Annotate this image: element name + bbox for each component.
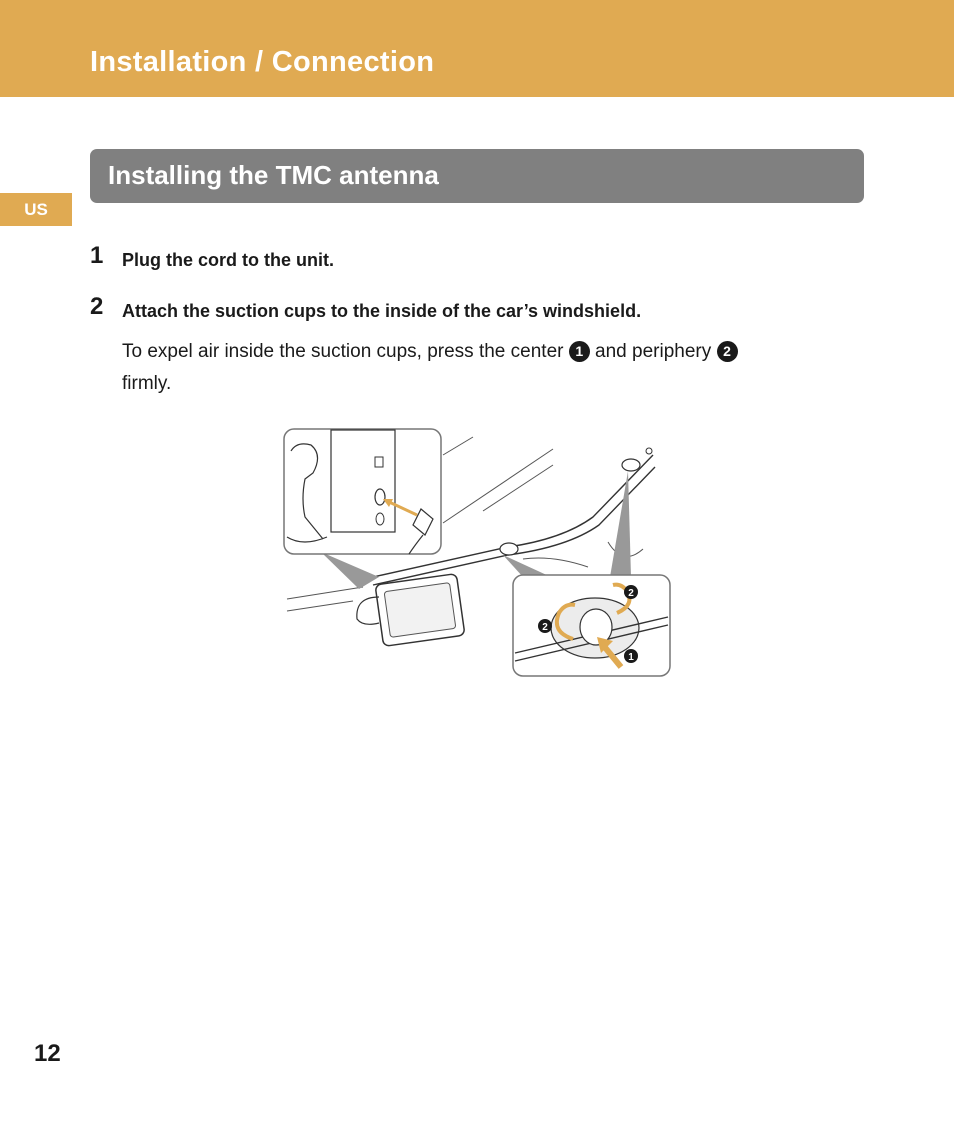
callout-wedge: [321, 552, 379, 589]
instruction-text: To expel air inside the suction cups, press the center: [122, 341, 564, 362]
section-heading-bar: [90, 149, 864, 203]
windshield-line: [443, 437, 473, 455]
dashboard-curve: [523, 558, 588, 567]
figure-marker-2: 2: [542, 622, 548, 633]
center-marker: 1: [569, 341, 590, 362]
figure-marker-1: 1: [628, 652, 634, 663]
suction-cup-detail-callout: [513, 575, 670, 676]
header-band: [0, 0, 954, 97]
suction-cup-icon: [500, 543, 518, 555]
dashboard-line: [287, 601, 353, 611]
instruction-paragraph: [122, 336, 822, 400]
section-title: Installing the TMC antenna: [108, 160, 439, 190]
windshield-line: [443, 449, 553, 523]
callout-wedge: [610, 471, 631, 577]
step-text: Attach the suction cups to the inside of the car’s windshield.: [122, 301, 642, 321]
figure-marker-2: 2: [628, 588, 634, 599]
periphery-marker: 2: [717, 341, 738, 362]
page-number: 12: [34, 1040, 61, 1067]
step-number: 1: [90, 242, 104, 269]
connector-detail-callout: [284, 429, 441, 554]
step-number: 2: [90, 293, 104, 320]
suction-cup-icon: [622, 459, 640, 471]
antenna-installation-illustration: [283, 427, 673, 679]
windshield-line: [483, 465, 553, 511]
step-text: Plug the cord to the unit.: [122, 250, 334, 270]
dashboard-line: [287, 587, 363, 599]
region-tab: US: [0, 193, 72, 226]
instruction-text: firmly.: [122, 373, 172, 394]
page-title: Installation / Connection: [90, 46, 435, 78]
instruction-text: and periphery: [595, 341, 712, 362]
cable-end-icon: [646, 448, 652, 454]
